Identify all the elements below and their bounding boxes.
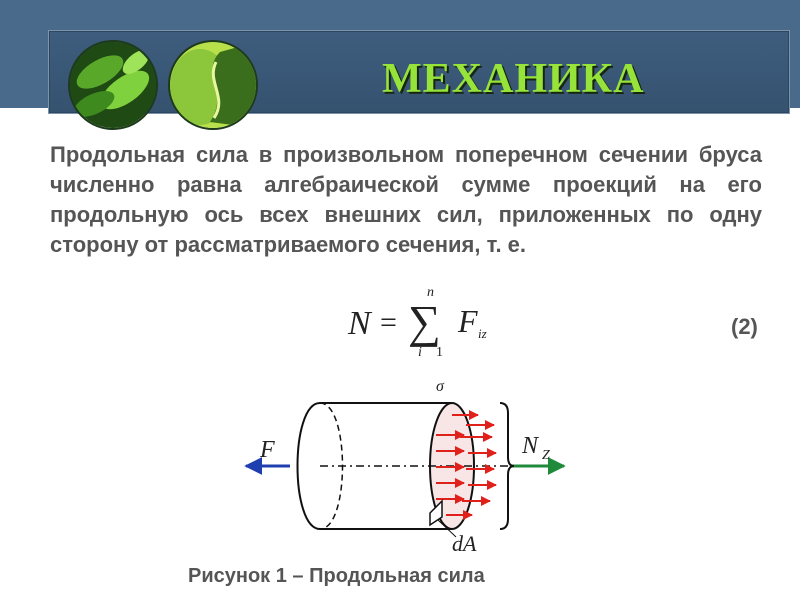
formula-equals: = [380, 306, 397, 339]
equation-number: (2) [731, 314, 758, 339]
label-sigma: σ [436, 378, 444, 395]
label-dA: dA [452, 531, 477, 555]
definition-paragraph: Продольная сила в произвольном поперечном сечении бруса численно равна алгебраической сумме проекций на его продольную ось всех внешних сил, приложенных по одну сторону от рассматриваемого сечения, т. е. [50, 142, 762, 257]
green-leaf-image-2 [168, 40, 258, 130]
formula-sum [340, 282, 540, 362]
label-N: N [522, 433, 539, 459]
figure-caption: Рисунок 1 – Продольная сила [188, 565, 485, 587]
green-leaf-image-1 [68, 40, 158, 130]
sum-lower-index: i [418, 345, 422, 360]
sum-upper-limit: n [427, 285, 434, 300]
sigma-symbol: ∑ [408, 296, 441, 347]
formula-lhs: N [348, 305, 371, 342]
page-title: МЕХАНИКА [382, 56, 645, 102]
label-F: F [260, 437, 275, 463]
cylinder-diagram [230, 375, 630, 555]
sum-lower-value: 1 [436, 345, 443, 360]
label-N-subscript: Z [542, 448, 550, 463]
formula-term-subscript: iz [478, 326, 487, 341]
formula-term: F [458, 303, 478, 339]
